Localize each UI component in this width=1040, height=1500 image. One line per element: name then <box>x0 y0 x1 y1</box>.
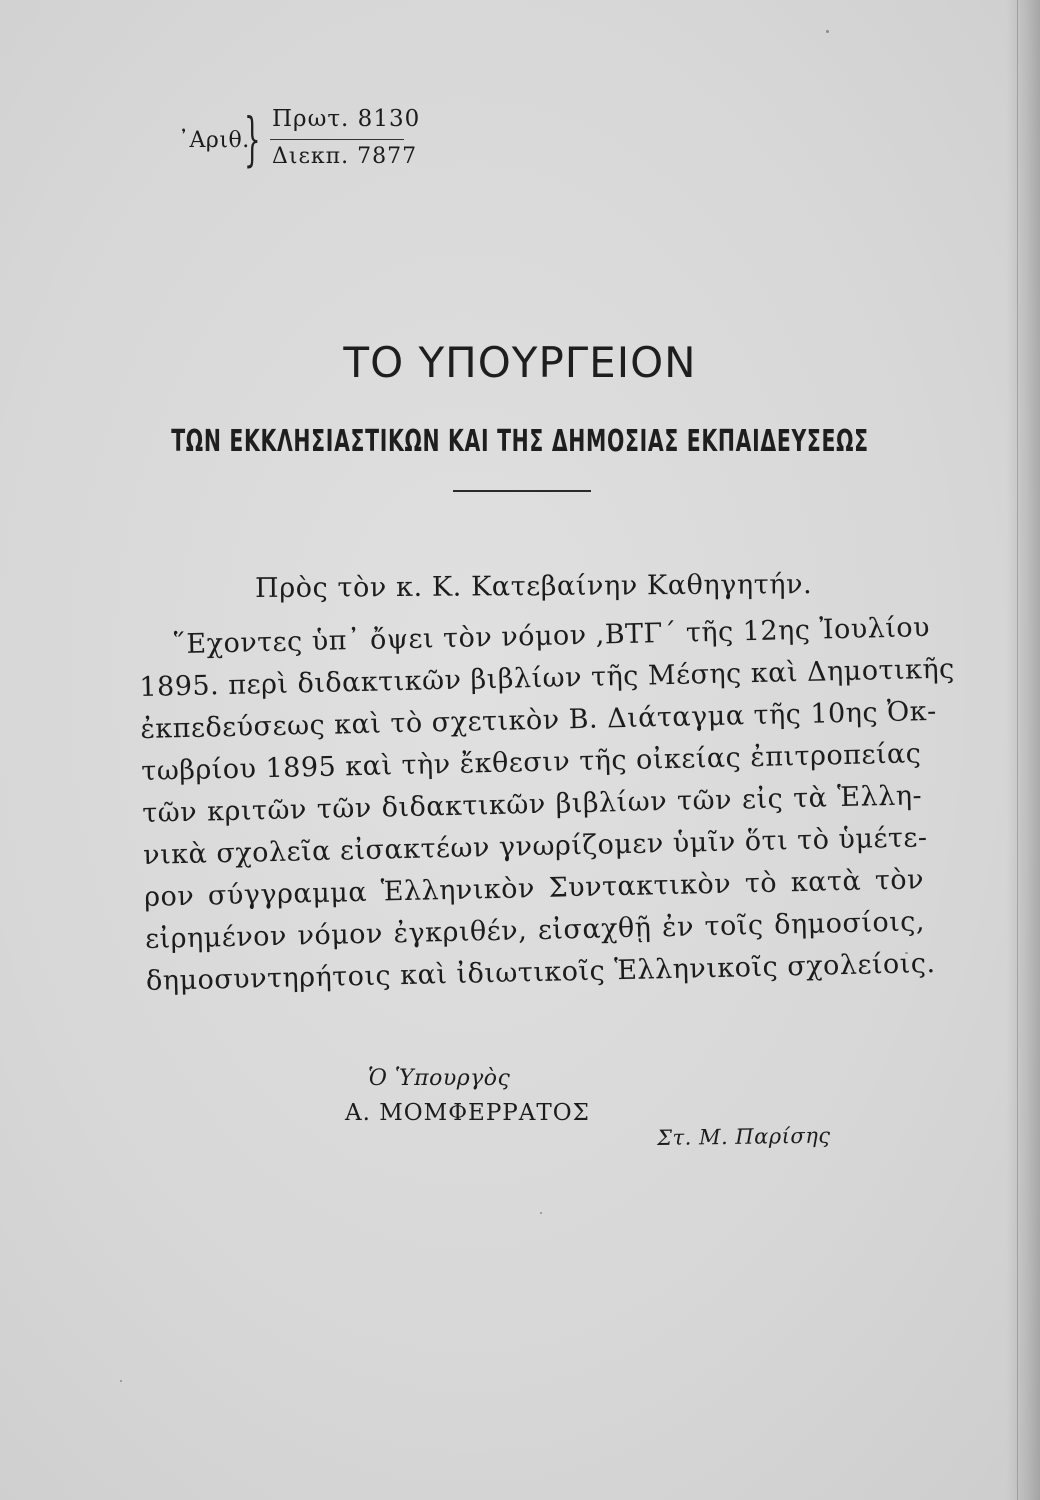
reference-number-block <box>178 106 438 186</box>
body-line-9: δημοσυντηρήτοις καὶ ἰδιωτικοῖς Ἑλληνικοῖς σχολείοις. <box>145 947 936 997</box>
body-line-8: εἰρημένον νόμον ἐγκριθέν, εἰσαχθῇ ἐν τοῖς δημοσίοις, <box>144 906 926 955</box>
body-line-1: ῞Εχοντες ὑπ᾿ ὄψει τὸν νόμον ,ΒΤΓ΄ τῆς 12ης Ἰουλίου <box>172 612 931 661</box>
page-edge-line <box>1017 0 1018 1500</box>
brace-symbol: } <box>244 105 261 173</box>
paper-speck <box>120 1380 122 1382</box>
addressee-line: Πρὸς τὸν κ. Κ. Κατεβαίνην Καθηγητήν. <box>255 569 813 604</box>
paper-speck <box>826 30 829 33</box>
reference-label: ᾿Αριθ. <box>178 128 250 153</box>
ministry-subtitle: ΤΩΝ ΕΚΚΛΗΣΙΑΣΤΙΚΩΝ ΚΑΙ ΤΗΣ ΔΗΜΟΣΙΑΣ ΕΚΠΑΙΔΕΥΣΕΩΣ <box>171 424 869 459</box>
body-line-3: ἐκπεδεύσεως καὶ τὸ σχετικὸν Β. Διάταγμα τῆς 10ης Ὀκ- <box>140 695 938 745</box>
letter-body <box>138 607 956 1003</box>
title-divider <box>453 490 591 492</box>
body-line-2: 1895. περὶ διδακτικῶν βιβλίων τῆς Μέσης καὶ Δημοτικῆς <box>139 653 956 703</box>
minister-name: Α. ΜΟΜΦΕΡΡΑΤΟΣ <box>345 1100 590 1126</box>
secretary-signature: Στ. Μ. Παρίσης <box>657 1123 831 1150</box>
page-edge-shadow <box>1006 0 1040 1500</box>
dispatch-number: Διεκπ. 7877 <box>272 144 418 169</box>
body-line-4: τωβρίου 1895 καὶ τὴν ἔκθεσιν τῆς οἰκείας ἐπιτροπείας <box>140 738 922 787</box>
body-line-5: τῶν κριτῶν τῶν διδακτικῶν βιβλίων τῶν εἰς τὰ Ἑλλη- <box>141 780 923 829</box>
ministry-title: ΤΟ ΥΠΟΥΡΓΕΙΟΝ <box>343 338 697 387</box>
reference-divider <box>270 139 404 140</box>
protocol-number: Πρωτ. 8130 <box>272 106 421 132</box>
minister-role: Ὁ Ὑπουργὸς <box>368 1066 511 1091</box>
body-line-6: νικὰ σχολεῖα εἰσακτέων γνωρίζομεν ὑμῖν ὅτι τὸ ὑμέτε- <box>142 822 928 871</box>
paper-speck <box>905 952 908 954</box>
body-line-7: ρον σύγγραμμα Ἑλληνικὸν Συντακτικὸν τὸ κατὰ τὸν <box>143 864 925 913</box>
paper-speck <box>540 1212 542 1214</box>
